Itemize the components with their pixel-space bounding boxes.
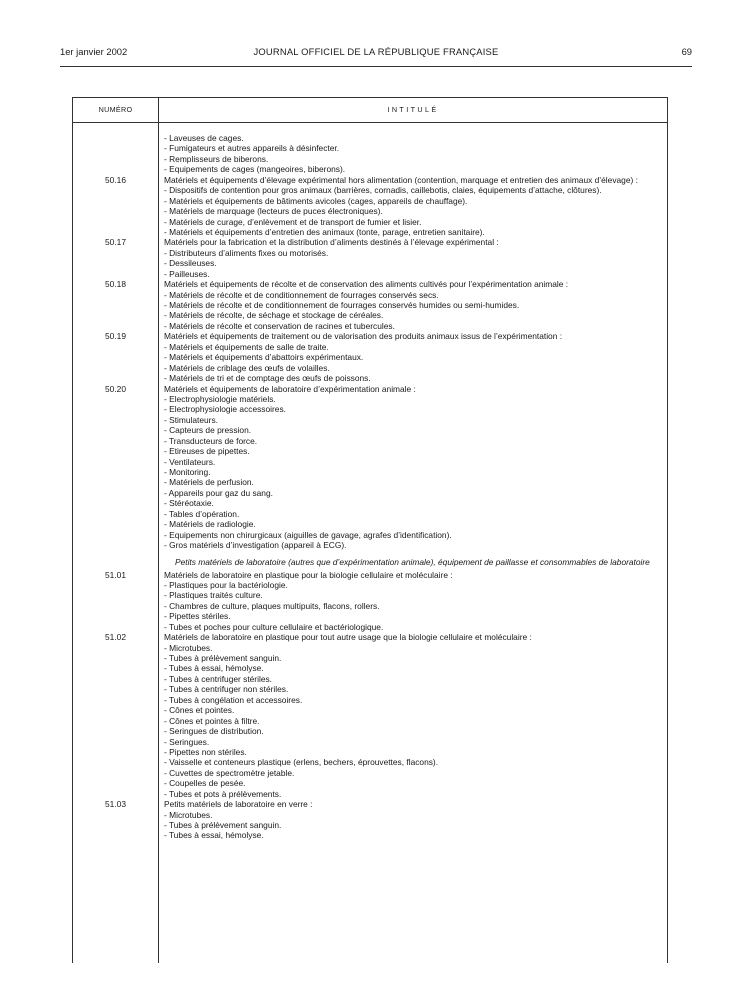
item-text: - Matériels de marquage (lecteurs de puces électroniques). [164,206,383,217]
column-header-intitule: INTITULÉ [387,105,439,114]
category-row [73,279,667,289]
item-row [73,778,667,788]
item-row [73,726,667,736]
item-row [73,217,667,227]
item-text: - Microtubes. [164,642,213,653]
category-number: 51.02 [105,632,126,643]
item-text: - Matériels de récolte et de conditionnement de fourrages conservés humides ou semi-humides. [164,300,520,310]
item-text: - Pailleuses. [164,268,210,279]
header-row-rule [73,122,667,123]
item-row [73,611,667,621]
page-number: 69 [681,46,692,57]
item-text: - Plastiques pour la bactériologie. [164,579,288,590]
item-text: - Pipettes stériles. [164,611,231,622]
item-row [73,436,667,446]
nomenclature-table [72,97,668,963]
item-text: - Matériels de récolte, de séchage et stockage de céréales. [164,310,384,321]
item-row [73,467,667,477]
item-text: - Tables d’opération. [164,508,240,519]
item-row [73,820,667,830]
item-text: - Matériels de récolte et conservation de racines et tubercules. [164,320,395,331]
item-row [73,227,667,237]
item-text: - Appareils pour gaz du sang. [164,487,273,498]
item-text: - Dessileuses. [164,258,217,269]
item-row [73,643,667,653]
item-text: - Matériels et équipements d’abattoirs expérimentaux. [164,352,364,363]
item-row [73,519,667,529]
category-row [73,384,667,394]
item-text: - Vaisselle et conteneurs plastique (erlens, bechers, éprouvettes, flacons). [164,757,439,768]
item-row [73,310,667,320]
category-row [73,331,667,341]
item-text: - Tubes à essai, hémolyse. [164,663,264,674]
issue-date: 1er janvier 2002 [60,46,128,57]
journal-title: JOURNAL OFFICIEL DE LA RÉPUBLIQUE FRANÇAISE [253,46,499,57]
item-row [73,590,667,600]
item-row [73,154,667,164]
category-number: 51.03 [105,799,126,810]
item-row [73,394,667,404]
item-row [73,757,667,767]
item-text: - Pipettes non stériles. [164,746,247,757]
item-row [73,488,667,498]
header-rule [60,66,692,67]
item-text: - Chambres de culture, plaques multipuits, flacons, rollers. [164,600,380,611]
category-number: 50.18 [105,279,126,290]
item-text: - Gros matériels d’investigation (appareil à ECG). [164,540,347,551]
item-row [73,206,667,216]
item-text: - Transducteurs de force. [164,435,258,446]
item-text: - Matériels de curage, d’enlèvement et de transport de fumier et lisier. [164,216,422,227]
item-row [73,425,667,435]
item-text: - Tubes à prélèvement sanguin. [164,820,282,830]
item-text: - Matériels et équipements d’entretien des animaux (tonte, parage, entretien sanitaire). [164,226,485,237]
item-row [73,705,667,715]
item-row [73,509,667,519]
item-row [73,290,667,300]
item-row [73,530,667,540]
item-text: - Distributeurs d’aliments fixes ou motorisés. [164,247,329,258]
item-text: - Matériels de perfusion. [164,477,254,488]
item-row [73,540,667,550]
category-number: 50.16 [105,174,126,185]
item-text: - Tubes et poches pour culture cellulaire et bactériologique. [164,621,384,632]
category-row [73,632,667,642]
category-row [73,570,667,580]
item-text: - Stéréotaxie. [164,498,214,509]
category-title: Matériels et équipements de récolte et de conservation des aliments cultivés pour l’expérimentation animale : [164,279,569,290]
item-text: - Matériels de criblage des œufs de volailles. [164,362,330,373]
item-row [73,258,667,268]
page-header [60,44,692,60]
item-row [73,373,667,383]
item-text: - Capteurs de pression. [164,425,252,436]
item-text: - Cônes et pointes à filtre. [164,715,260,726]
item-row [73,269,667,279]
section-heading [73,554,667,570]
item-row [73,342,667,352]
item-row [73,653,667,663]
item-text: - Equipements de cages (mangeoires, biberons). [164,164,346,175]
item-row [73,185,667,195]
item-row [73,300,667,310]
category-number: 50.20 [105,383,126,394]
item-row [73,601,667,611]
item-row [73,196,667,206]
item-text: - Matériels et équipements de salle de traite. [164,341,329,352]
category-number: 50.17 [105,237,126,248]
item-text: - Coupelles de pesée. [164,778,246,789]
item-row [73,695,667,705]
item-row [73,580,667,590]
item-row [73,352,667,362]
item-row [73,716,667,726]
item-text: - Electrophysiologie accessoires. [164,404,286,415]
item-text: - Microtubes. [164,809,213,820]
item-row [73,404,667,414]
item-text: - Plastiques traités culture. [164,590,263,601]
item-row [73,133,667,143]
item-row [73,810,667,820]
item-row [73,477,667,487]
item-row [73,684,667,694]
column-header-numero: NUMÉRO [98,105,133,114]
item-text: - Ventilateurs. [164,456,216,467]
item-row [73,446,667,456]
item-text: - Cuvettes de spectromètre jetable. [164,767,295,778]
item-row [73,321,667,331]
category-number: 51.01 [105,569,126,580]
item-row [73,457,667,467]
category-title: Matériels pour la fabrication et la distribution d’aliments destinés à l’élevage expérimental : [164,237,499,248]
category-title: Matériels de laboratoire en plastique pour la biologie cellulaire et moléculaire : [164,569,453,580]
category-title: Matériels et équipements de traitement ou de valorisation des produits animaux issus de l’expérimentation : [164,331,563,342]
item-row [73,674,667,684]
category-row [73,799,667,809]
table-body [73,133,667,841]
category-title: Matériels et équipements d’élevage expérimental hors alimentation (contention, marquage et entretien des animaux d’élevage) : [164,174,638,185]
item-row [73,622,667,632]
item-text: - Stimulateurs. [164,414,218,425]
item-text: - Matériels de récolte et de conditionnement de fourrages conservés secs. [164,289,439,300]
item-text: - Tubes à prélèvement sanguin. [164,653,282,663]
item-row [73,498,667,508]
item-text: - Tubes à essai, hémolyse. [164,830,264,841]
item-text: - Matériels de tri et de comptage des œufs de poissons. [164,373,371,384]
item-text: - Etireuses de pipettes. [164,446,250,457]
category-title: Petits matériels de laboratoire en verre : [164,799,313,810]
item-text: - Equipements non chirurgicaux (aiguilles de gavage, agrafes d’identification). [164,529,452,540]
item-row [73,747,667,757]
category-title: Matériels de laboratoire en plastique pour tout autre usage que la biologie cellulaire et moléculaire : [164,632,532,643]
item-row [73,248,667,258]
item-text: - Seringues de distribution. [164,726,264,737]
section-text: Petits matériels de laboratoire (autres que d’expérimentation animale), équipement de paillasse et consommables de laboratoire [175,556,650,567]
item-row [73,789,667,799]
item-text: - Matériels de radiologie. [164,519,256,530]
item-text: - Tubes et pots à prélèvements. [164,788,282,799]
item-row [73,768,667,778]
item-text: - Tubes à centrifuger stériles. [164,673,272,684]
category-row [73,237,667,247]
category-title: Matériels et équipements de laboratoire d’expérimentation animale : [164,383,416,394]
item-text: - Cônes et pointes. [164,705,235,716]
category-number: 50.19 [105,331,126,342]
item-text: - Tubes à centrifuger non stériles. [164,684,289,695]
item-row [73,363,667,373]
item-row [73,663,667,673]
item-text: - Electrophysiologie matériels. [164,393,276,404]
item-text: - Seringues. [164,736,210,747]
item-text: - Monitoring. [164,467,211,477]
item-text: - Matériels et équipements de bâtiments avicoles (cages, appareils de chauffage). [164,195,468,206]
item-row [73,143,667,153]
item-row [73,164,667,174]
item-row [73,830,667,840]
item-text: - Laveuses de cages. [164,133,244,143]
item-text: - Dispositifs de contention pour gros animaux (barrières, cornadis, caillebotis, claies, équipements d’attache, clôtures). [164,185,602,196]
item-text: - Remplisseurs de biberons. [164,153,269,164]
item-row [73,415,667,425]
item-text: - Fumigateurs et autres appareils à désinfecter. [164,143,340,154]
category-row [73,175,667,185]
item-row [73,737,667,747]
item-text: - Tubes à congélation et accessoires. [164,694,303,705]
